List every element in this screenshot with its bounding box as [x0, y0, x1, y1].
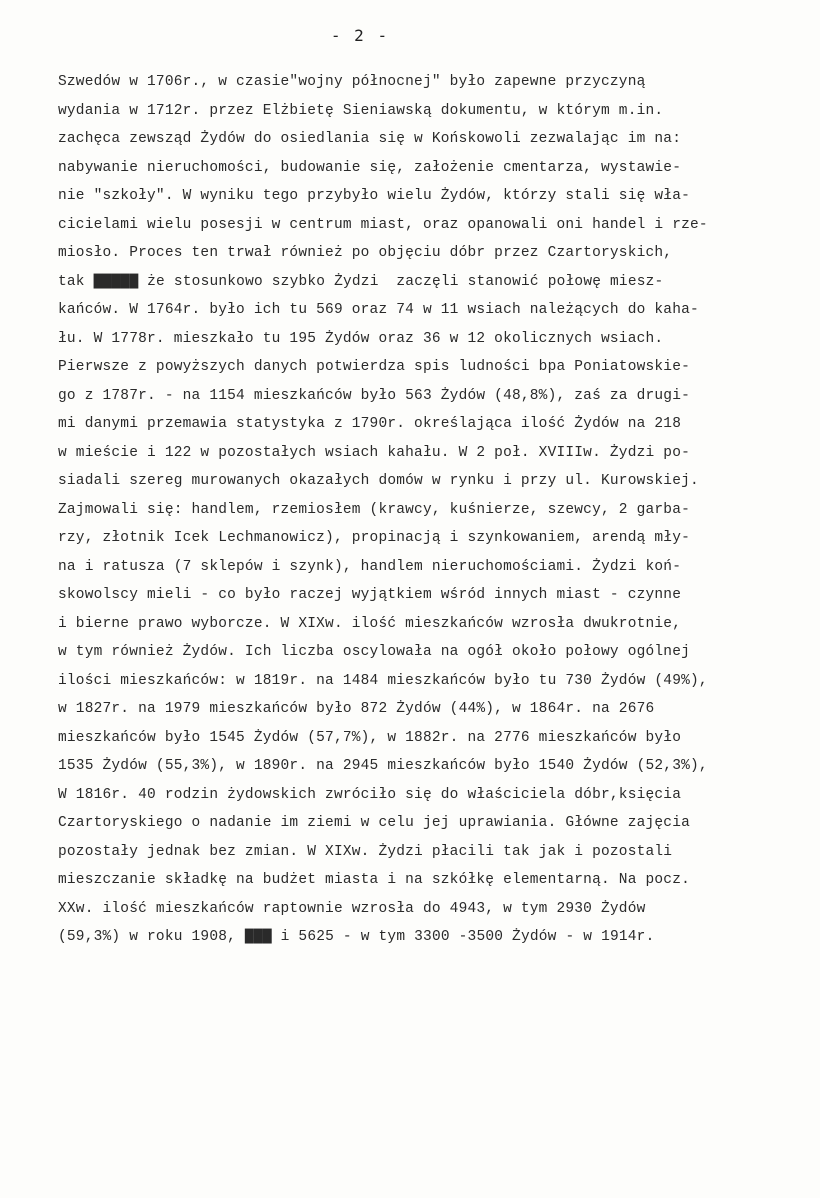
text-line: i bierne prawo wyborcze. W XIXw. ilość mieszkańców wzrosła dwukrotnie, — [58, 615, 682, 632]
text-line: zachęca zewsząd Żydów do osiedlania się w Końskowoli zezwalając im na: — [58, 131, 682, 147]
text-line: W 1816r. 40 rodzin żydowskich zwróciło się do właściciela dóbr,księcia — [58, 786, 682, 803]
text-line: Pierwsze z powyższych danych potwierdza spis ludności bpa Poniatowskie- — [58, 359, 691, 375]
text-line: siadali szereg murowanych okazałych domów w rynku i przy ul. Kurowskiej. — [58, 473, 699, 489]
text-line: nabywanie nieruchomości, budowanie się, założenie cmentarza, wystawie- — [58, 159, 682, 176]
text-line: wydania w 1712r. przez Elżbietę Sieniawską dokumentu, w którym m.in. — [58, 102, 664, 119]
text-line: w 1827r. na 1979 mieszkańców było 872 Żydów (44%), w 1864r. na 2676 — [58, 701, 655, 717]
text-line: w mieście i 122 w pozostałych wsiach kahału. W 2 poł. XVIIIw. Żydzi po- — [58, 444, 691, 461]
text-line: 1535 Żydów (55,3%), w 1890r. na 2945 mieszkańców było 1540 Żydów (52,3%), — [58, 758, 708, 774]
body-text — [58, 68, 798, 952]
text-line: ilości mieszkańców: w 1819r. na 1484 mieszkańców było tu 730 Żydów (49%), — [58, 672, 708, 689]
text-line: skowolscy mieli - co było raczej wyjątkiem wśród innych miast - czynne — [58, 587, 682, 603]
text-line: mieszczanie składkę na budżet miasta i na szkółkę elementarną. Na pocz. — [58, 872, 691, 888]
text-line: Szwedów w 1706r., w czasie"wojny północnej" było zapewne przyczyną — [58, 74, 646, 90]
text-line: na i ratusza (7 sklepów i szynk), handlem nieruchomościami. Żydzi koń- — [58, 558, 682, 575]
text-line: go z 1787r. - na 1154 mieszkańców było 563 Żydów (48,8%), zaś za drugi- — [58, 387, 691, 404]
text-line: Czartoryskiego o nadanie im ziemi w celu jej uprawiania. Główne zajęcia — [58, 815, 691, 831]
page-number: - 2 - — [330, 26, 390, 45]
text-line: cicielami wielu posesji w centrum miast, oraz opanowali oni handel i rze- — [58, 216, 708, 233]
text-line: (59,3%) w roku 1908, ▇▇▇ i 5625 - w tym 3300 -3500 Żydów - w 1914r. — [58, 929, 655, 945]
text-line: kańców. W 1764r. było ich tu 569 oraz 74 w 11 wsiach należących do kaha- — [58, 302, 699, 318]
text-line: miosło. Proces ten trwał również po objęciu dóbr przez Czartoryskich, — [58, 245, 673, 261]
text-line: tak ▇▇▇▇▇ że stosunkowo szybko Żydzi zaczęli stanowić połowę miesz- — [58, 273, 664, 290]
text-line: XXw. ilość mieszkańców raptownie wzrosła do 4943, w tym 2930 Żydów — [58, 900, 646, 917]
text-line: rzy, złotnik Icek Lechmanowicz), propinacją i szynkowaniem, arendą mły- — [58, 530, 691, 546]
text-line: Zajmowali się: handlem, rzemiosłem (krawcy, kuśnierze, szewcy, 2 garba- — [58, 501, 691, 518]
text-line: nie "szkoły". W wyniku tego przybyło wielu Żydów, którzy stali się wła- — [58, 188, 691, 204]
text-line: mieszkańców było 1545 Żydów (57,7%), w 1882r. na 2776 mieszkańców było — [58, 729, 682, 746]
text-line: łu. W 1778r. mieszkało tu 195 Żydów oraz 36 w 12 okolicznych wsiach. — [58, 330, 664, 347]
text-line: w tym również Żydów. Ich liczba oscylowała na ogół około połowy ogólnej — [58, 644, 691, 660]
text-line: mi danymi przemawia statystyka z 1790r. określająca ilość Żydów na 218 — [58, 416, 682, 432]
text-line: pozostały jednak bez zmian. W XIXw. Żydzi płacili tak jak i pozostali — [58, 843, 673, 860]
